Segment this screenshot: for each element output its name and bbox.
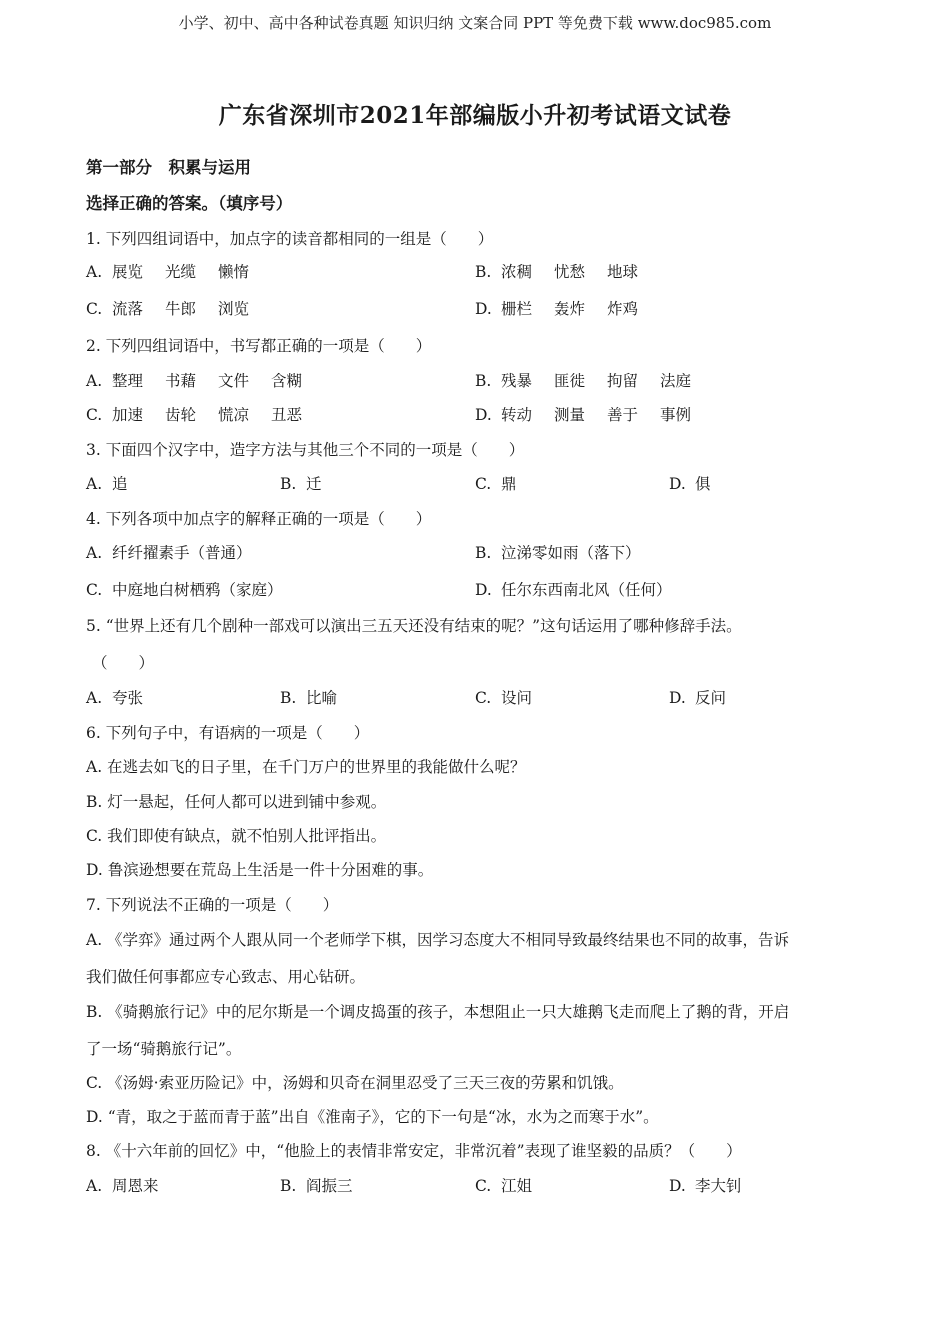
option-text: 纤纤擢素手（普通） <box>112 544 252 562</box>
question-4-option-a <box>86 541 252 563</box>
option-label: D. <box>669 689 686 707</box>
page-title: 广东省深圳市2021年部编版小升初考试语文试卷 <box>218 102 732 129</box>
option-label: B. <box>280 689 297 707</box>
option-text: 鼎 <box>501 475 517 493</box>
option-label: C. <box>86 406 103 424</box>
option-label: C. <box>86 300 103 318</box>
word: 文件 <box>218 372 250 390</box>
part-heading: 第一部分 积累与运用 <box>86 158 251 177</box>
word: 齿轮 <box>165 406 197 424</box>
question-7-option-a-line2: 我们做任何事都应专心致志、用心钻研。 <box>86 968 366 986</box>
question-3-option-c <box>475 472 517 494</box>
question-7-option-b-line1: B. 《骑鹅旅行记》中的尼尔斯是一个调皮捣蛋的孩子，本想阻止一只大雄鹅飞走而爬上了鹅的背，开启 <box>86 1003 790 1021</box>
option-text: 周恩来 <box>112 1177 159 1195</box>
option-text: 中庭地白树栖鸦（家庭） <box>112 581 283 599</box>
option-label: D. <box>475 581 492 599</box>
option-label: B. <box>280 475 297 493</box>
answer-paren: （ ） <box>92 654 155 672</box>
word: 流落 <box>112 300 144 318</box>
word: 含糊 <box>271 372 303 390</box>
question-8-option-b <box>280 1174 353 1196</box>
question-1-option-c <box>86 297 271 319</box>
option-label: C. <box>86 581 103 599</box>
question-2-stem: 2. 下列四组词语中，书写都正确的一项是（ ） <box>86 337 432 355</box>
question-5-option-a <box>86 686 143 708</box>
word: 展览 <box>112 263 144 281</box>
option-text: 李大钊 <box>695 1177 742 1195</box>
word: 匪徙 <box>554 372 586 390</box>
option-label: A. <box>86 544 103 562</box>
question-8-option-a <box>86 1174 159 1196</box>
word: 慌凉 <box>218 406 250 424</box>
question-4-stem: 4. 下列各项中加点字的解释正确的一项是（ ） <box>86 510 432 528</box>
question-7-stem: 7. 下列说法不正确的一项是（ ） <box>86 896 339 914</box>
question-7-option-a-line1: A. 《学弈》通过两个人跟从同一个老师学下棋，因学习态度大不相同导致最终结果也不同的故事，告诉 <box>86 931 790 949</box>
option-text: 反问 <box>695 689 727 707</box>
question-6-option-d: D. 鲁滨逊想要在荒岛上生活是一件十分困难的事。 <box>86 861 434 879</box>
question-2-option-b <box>475 369 713 391</box>
option-label: A. <box>86 263 103 281</box>
option-label: C. <box>475 1177 492 1195</box>
word: 书藉 <box>165 372 197 390</box>
word: 浓稠 <box>501 263 533 281</box>
option-label: D. <box>475 300 492 318</box>
question-4-option-d <box>475 578 672 600</box>
question-7-option-c: C. 《汤姆·索亚历险记》中，汤姆和贝奇在洞里忍受了三天三夜的劳累和饥饿。 <box>86 1074 624 1092</box>
question-6-option-c: C. 我们即使有缺点，就不怕别人批评指出。 <box>86 827 387 845</box>
option-label: A. <box>86 475 103 493</box>
option-label: A. <box>86 1177 103 1195</box>
question-4-option-b <box>475 541 641 563</box>
option-label: B. <box>475 544 492 562</box>
word: 栅栏 <box>501 300 533 318</box>
question-1-option-a <box>86 260 271 282</box>
question-7-option-d: D. “青，取之于蓝而青于蓝”出自《淮南子》，它的下一句是“冰，水为之而寒于水”。 <box>86 1108 659 1126</box>
word: 炸鸡 <box>607 300 639 318</box>
option-text: 迁 <box>306 475 322 493</box>
word: 法庭 <box>660 372 692 390</box>
question-3-option-a <box>86 472 128 494</box>
word: 轰炸 <box>554 300 586 318</box>
question-2-option-d <box>475 403 713 425</box>
question-5-stem: 5. “世界上还有几个剧种一部戏可以演出三五天还没有结束的呢？”这句话运用了哪种修辞手法。 <box>86 617 742 635</box>
word: 加速 <box>112 406 144 424</box>
option-label: D. <box>669 475 686 493</box>
option-text: 江姐 <box>501 1177 533 1195</box>
question-5-option-d <box>669 686 726 708</box>
option-text: 泣涕零如雨（落下） <box>501 544 641 562</box>
option-label: A. <box>86 372 103 390</box>
question-7-option-b-line2: 了一场“骑鹅旅行记”。 <box>86 1040 242 1058</box>
question-8-option-c <box>475 1174 532 1196</box>
option-label: D. <box>475 406 492 424</box>
option-label: B. <box>475 263 492 281</box>
option-label: C. <box>475 689 492 707</box>
page-header: 小学、初中、高中各种试卷真题 知识归纳 文案合同 PPT 等免费下载 www.doc985.com <box>178 14 772 32</box>
word: 浏览 <box>218 300 250 318</box>
question-5-option-c <box>475 686 532 708</box>
option-text: 俱 <box>695 475 711 493</box>
word: 转动 <box>501 406 533 424</box>
option-label: B. <box>475 372 492 390</box>
word: 忧愁 <box>554 263 586 281</box>
word: 事例 <box>660 406 692 424</box>
question-5-option-b <box>280 686 337 708</box>
option-label: D. <box>669 1177 686 1195</box>
question-3-stem: 3. 下面四个汉字中，造字方法与其他三个不同的一项是（ ） <box>86 441 525 459</box>
option-text: 比喻 <box>306 689 338 707</box>
question-2-option-a <box>86 369 324 391</box>
question-1-stem: 1. 下列四组词语中，加点字的读音都相同的一组是（ ） <box>86 230 494 248</box>
option-text: 追 <box>112 475 128 493</box>
word: 地球 <box>607 263 639 281</box>
question-1-option-d <box>475 297 660 319</box>
option-text: 设问 <box>501 689 533 707</box>
option-label: A. <box>86 689 103 707</box>
question-3-option-b <box>280 472 322 494</box>
question-6-option-a: A. 在逃去如飞的日子里，在千门万户的世界里的我能做什么呢？ <box>86 758 526 776</box>
word: 拘留 <box>607 372 639 390</box>
option-label: B. <box>280 1177 297 1195</box>
word: 光缆 <box>165 263 197 281</box>
question-6-option-b: B. 灯一悬起，任何人都可以进到铺中参观。 <box>86 793 387 811</box>
question-4-option-c <box>86 578 283 600</box>
option-label: C. <box>475 475 492 493</box>
word: 善于 <box>607 406 639 424</box>
word: 测量 <box>554 406 586 424</box>
word: 牛郎 <box>165 300 197 318</box>
option-text: 任尔东西南北风（任何） <box>501 581 672 599</box>
question-6-stem: 6. 下列句子中，有语病的一项是（ ） <box>86 724 370 742</box>
question-8-option-d <box>669 1174 742 1196</box>
question-3-option-d <box>669 472 711 494</box>
question-1-option-b <box>475 260 660 282</box>
word: 丑恶 <box>271 406 303 424</box>
option-text: 阎振三 <box>306 1177 353 1195</box>
word: 整理 <box>112 372 144 390</box>
option-text: 夸张 <box>112 689 144 707</box>
word: 残暴 <box>501 372 533 390</box>
word: 懒惰 <box>218 263 250 281</box>
question-8-stem: 8. 《十六年前的回忆》中，“他脸上的表情非常安定，非常沉着”表现了谁坚毅的品质？（ ） <box>86 1142 742 1160</box>
section-heading: 选择正确的答案。（填序号） <box>86 194 293 213</box>
question-2-option-c <box>86 403 324 425</box>
